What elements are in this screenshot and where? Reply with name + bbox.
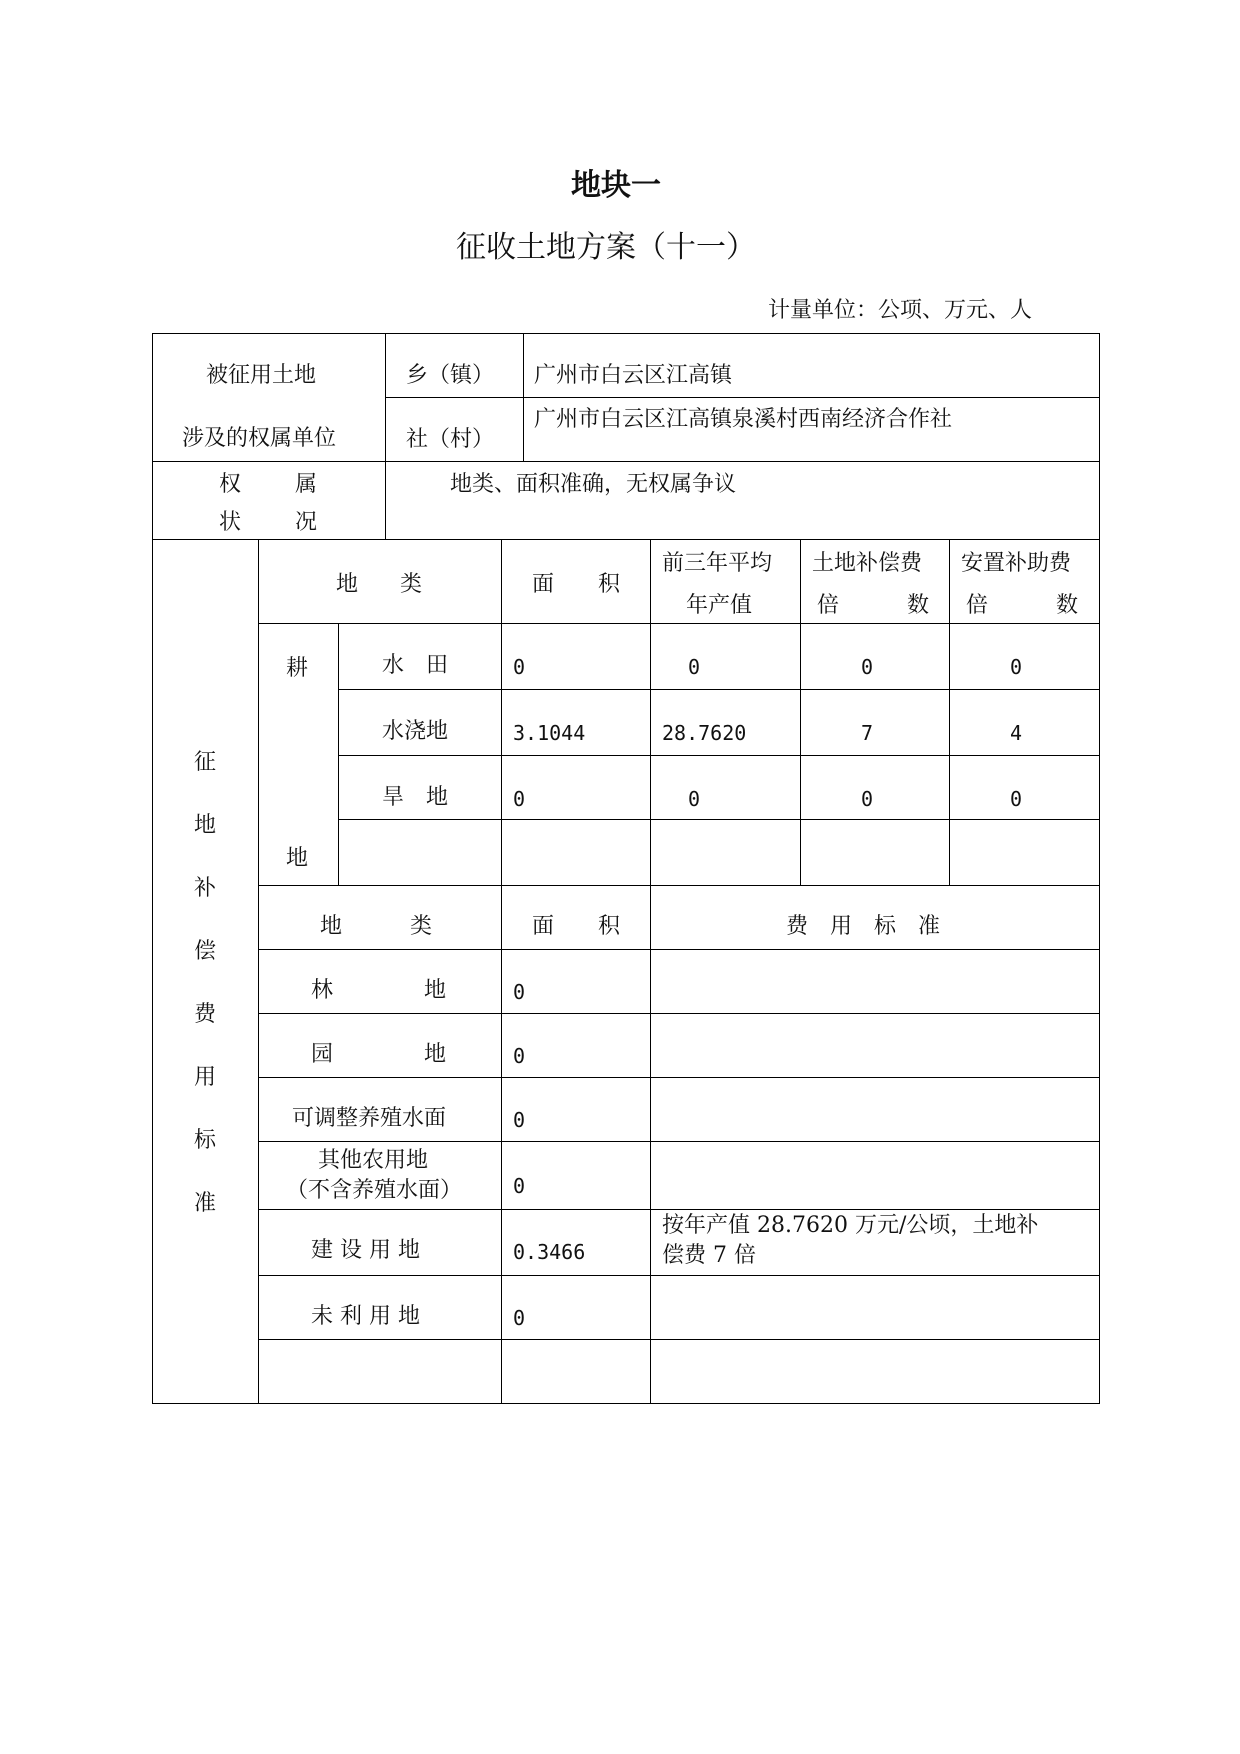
compensation-side-char: 用 (194, 1065, 217, 1090)
village-value: 广州市白云区江高镇泉溪村西南经济合作社 (534, 407, 953, 432)
arable-header-output: 年产值 (686, 593, 753, 618)
other-header-type: 类 (410, 914, 433, 939)
other-row-area: 0 (513, 1306, 526, 1330)
compensation-side-char: 补 (194, 876, 217, 901)
compensation-side-char: 偿 (194, 939, 217, 964)
other-row-type: 园 (311, 1042, 334, 1067)
other-row-type: 建 设 用 地 (311, 1238, 420, 1263)
village-label: 社（村） (406, 427, 495, 452)
arable-header-resettle: 倍 (966, 593, 989, 618)
row-divider (258, 1209, 1100, 1210)
arable-header-area: 面 (532, 572, 555, 597)
row-divider (258, 1077, 1100, 1078)
other-header-standard: 费 用 标 准 (786, 914, 941, 939)
row-divider (338, 689, 1100, 690)
other-row-area: 0 (513, 980, 526, 1004)
arable-header-resettle: 数 (1056, 593, 1079, 618)
arable-row-area: 0 (513, 655, 526, 679)
col-divider (501, 539, 502, 1403)
ownership-label-line1: 被征用土地 (206, 363, 317, 388)
other-row-standard: 按年产值 28.7620 万元/公顷，土地补 (662, 1213, 1039, 1238)
row-divider (258, 623, 1100, 624)
other-row-type: 林 (311, 978, 334, 1003)
other-row-type: 其他农用地 (318, 1148, 429, 1173)
arable-header-land-comp: 数 (907, 593, 930, 618)
other-row-type: 可调整养殖水面 (292, 1106, 447, 1131)
arable-label: 耕 (286, 656, 309, 681)
other-row-type: 未 利 用 地 (311, 1304, 420, 1329)
plan-subtitle: 征收土地方案（十一） (456, 230, 756, 265)
compensation-side-char: 地 (194, 813, 217, 838)
other-row-area: 0 (513, 1108, 526, 1132)
col-divider (385, 333, 386, 539)
status-label-2a: 状 (219, 510, 242, 535)
status-label-1b: 属 (295, 472, 318, 497)
col-divider (949, 539, 950, 885)
arable-header-resettle: 安置补助费 (961, 551, 1072, 576)
status-label-2b: 况 (295, 510, 318, 535)
col-divider (650, 539, 651, 1403)
row-divider (258, 1141, 1100, 1142)
township-label: 乡（镇） (406, 363, 495, 388)
page-title: 地块一 (571, 168, 661, 203)
arable-row-resettle-multiple: 4 (1010, 721, 1023, 745)
col-divider (258, 539, 259, 1403)
other-row-area: 0.3466 (513, 1240, 586, 1264)
other-row-standard: 偿费 7 倍 (662, 1243, 756, 1268)
other-header-type: 地 (320, 914, 343, 939)
arable-row-resettle-multiple: 0 (1010, 655, 1023, 679)
col-divider (338, 623, 339, 885)
other-row-type: 地 (424, 1042, 447, 1067)
other-row-area: 0 (513, 1174, 526, 1198)
table-border-right (1099, 333, 1100, 1404)
arable-header-land-comp: 倍 (817, 593, 840, 618)
status-value: 地类、面积准确，无权属争议 (450, 472, 737, 497)
compensation-side-char: 征 (194, 750, 217, 775)
arable-header-output: 前三年平均 (662, 551, 773, 576)
arable-row-area: 3.1044 (513, 721, 586, 745)
arable-header-type: 类 (400, 572, 423, 597)
table-border-bottom (152, 1403, 1100, 1404)
arable-header-land-comp: 土地补偿费 (812, 551, 923, 576)
other-header-area: 积 (598, 914, 621, 939)
unit-label: 计量单位：公项、万元、人 (768, 298, 1033, 323)
arable-label: 地 (286, 846, 309, 871)
arable-row-output: 0 (688, 655, 701, 679)
arable-row-type: 旱 地 (382, 785, 449, 810)
row-divider (338, 755, 1100, 756)
row-divider (258, 949, 1100, 950)
arable-row-type: 水 田 (382, 653, 449, 678)
col-divider (800, 539, 801, 885)
arable-header-area: 积 (598, 572, 621, 597)
row-divider (258, 1275, 1100, 1276)
compensation-side-char: 费 (194, 1002, 217, 1027)
row-divider (258, 1013, 1100, 1014)
table-border-left (152, 333, 153, 1404)
row-divider (258, 885, 1100, 886)
ownership-label-line2: 涉及的权属单位 (182, 426, 337, 451)
arable-header-type: 地 (336, 572, 359, 597)
row-divider (258, 1339, 1100, 1340)
arable-row-land-multiple: 0 (861, 787, 874, 811)
other-row-type: （不含养殖水面） (286, 1178, 463, 1203)
compensation-side-char: 标 (194, 1128, 217, 1153)
other-header-area: 面 (532, 914, 555, 939)
arable-row-land-multiple: 0 (861, 655, 874, 679)
row-divider (152, 461, 1100, 462)
col-divider (523, 333, 524, 461)
table-border-top (152, 333, 1100, 334)
row-divider (338, 819, 1100, 820)
arable-row-type: 水浇地 (382, 719, 449, 744)
row-divider (385, 397, 1100, 398)
arable-row-land-multiple: 7 (861, 721, 874, 745)
arable-row-area: 0 (513, 787, 526, 811)
compensation-side-char: 准 (194, 1191, 217, 1216)
other-row-area: 0 (513, 1044, 526, 1068)
township-value: 广州市白云区江高镇 (534, 363, 733, 388)
other-row-type: 地 (424, 978, 447, 1003)
row-divider (152, 539, 1100, 540)
status-label-1a: 权 (219, 472, 242, 497)
arable-row-output: 28.7620 (662, 721, 747, 745)
arable-row-resettle-multiple: 0 (1010, 787, 1023, 811)
arable-row-output: 0 (688, 787, 701, 811)
